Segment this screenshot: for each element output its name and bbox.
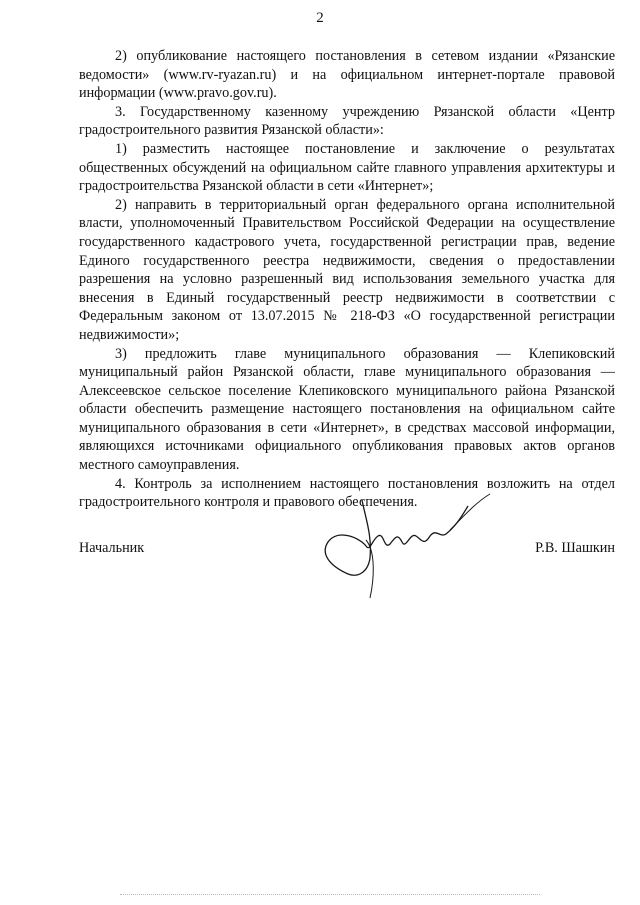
page-number: 2 (316, 10, 324, 26)
paragraph-item-4: 4. Контроль за исполнением настоящего постановления возложить на отдел градостроительного контроля и правового обеспечения. (79, 475, 615, 511)
paragraph-item-3-3: 3) предложить главе муниципального образования — Клепиковский муниципальный район Рязанской области, главе муниципального образования — Алексеевское сельское поселение Клепиковского муниципального района Рязанской области обеспечить размещение настоящего постановления на официальном сайте муниципального образования в сети «Интернет», в средствах массовой информации, являющихся источниками официального опубликования правовых актов органов местного самоуправления. (79, 345, 615, 474)
footer-divider (120, 894, 540, 896)
paragraph-publication: 2) опубликование настоящего постановления в сетевом издании «Рязанские ведомости» (www.rv-ryazan.ru) и на официальном интернет-портале правовой информации (www.pravo.gov.ru). (79, 48, 615, 102)
paragraph-item-3-1: 1) разместить настоящее постановление и заключение о результатах общественных обсуждений на официальном сайте главного управления архитектуры и градостроительства Рязанской области в сети «Интернет»; (79, 140, 615, 195)
document-body (79, 47, 615, 512)
signature-row (79, 540, 615, 570)
paragraph-item-3: 3. Государственному казенному учреждению Рязанской области «Центр градостроительного развития Рязанской области»: (79, 103, 615, 139)
signer-position: Начальник (79, 540, 145, 556)
paragraph-item-3-2: 2) направить в территориальный орган федерального органа исполнительной власти, уполномоченный Правительством Российской Федерации на осуществление государственного кадастрового учета, государственной регистрации прав, ведение Единого государственного реестра недвижимости, сведения о предоставлении разрешения на условно разрешенный вид использования земельного участка для внесения в Единый государственный реестр недвижимости в соответствии с Федеральным законом от 13.07.2015 № 218-ФЗ «О государственной регистрации недвижимости»; (79, 196, 615, 343)
signer-name: Р.В. Шашкин (535, 540, 615, 556)
